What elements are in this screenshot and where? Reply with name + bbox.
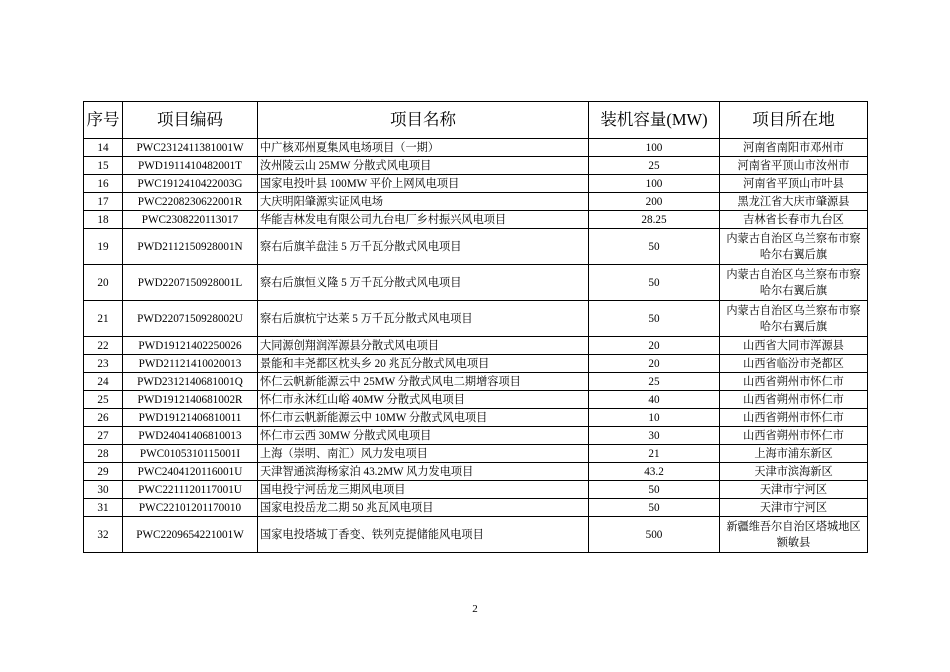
cell-name: 怀仁市云西 30MW 分散式风电项目 [258,427,589,445]
cell-name: 上海（崇明、南汇）风力发电项目 [258,445,589,463]
table-header-row [84,102,868,139]
cell-code: PWD19121402250026 [123,337,258,355]
header-capacity: 装机容量(MW) [589,102,720,139]
cell-location: 上海市浦东新区 [720,445,868,463]
cell-capacity: 21 [589,445,720,463]
cell-location: 天津市滨海新区 [720,463,868,481]
cell-capacity: 100 [589,139,720,157]
cell-location: 河南省南阳市邓州市 [720,139,868,157]
table-row [84,499,868,517]
table-row [84,409,868,427]
cell-location: 河南省平顶山市汝州市 [720,157,868,175]
cell-seq: 26 [84,409,123,427]
cell-capacity: 50 [589,481,720,499]
cell-code: PWC22101201170010 [123,499,258,517]
cell-name: 察右后旗杭宁达莱 5 万千瓦分散式风电项目 [258,301,589,337]
cell-name: 察右后旗羊盘洼 5 万千瓦分散式风电项目 [258,229,589,265]
cell-code: PWD2112150928001N [123,229,258,265]
cell-seq: 27 [84,427,123,445]
cell-name: 国家电投岳龙二期 50 兆瓦风电项目 [258,499,589,517]
table-row [84,391,868,409]
cell-code: PWC2208230622001R [123,193,258,211]
page-number: 2 [472,603,478,615]
table-row [84,337,868,355]
cell-code: PWC2308220113017 [123,211,258,229]
cell-code: PWD2207150928001L [123,265,258,301]
cell-seq: 24 [84,373,123,391]
table-row [84,427,868,445]
table-row [84,373,868,391]
cell-seq: 15 [84,157,123,175]
cell-seq: 16 [84,175,123,193]
cell-name: 大庆明阳肇源实证风电场 [258,193,589,211]
cell-location: 河南省平顶山市叶县 [720,175,868,193]
header-location: 项目所在地 [720,102,868,139]
cell-seq: 17 [84,193,123,211]
cell-capacity: 30 [589,427,720,445]
table-row [84,211,868,229]
cell-location: 黑龙江省大庆市肇源县 [720,193,868,211]
table-row [84,157,868,175]
cell-location: 内蒙古自治区乌兰察布市察哈尔右翼后旗 [720,301,868,337]
cell-seq: 31 [84,499,123,517]
cell-capacity: 20 [589,337,720,355]
cell-capacity: 28.25 [589,211,720,229]
cell-code: PWC2209654221001W [123,517,258,553]
cell-name: 国电投宁河岳龙三期风电项目 [258,481,589,499]
cell-capacity: 43.2 [589,463,720,481]
cell-seq: 25 [84,391,123,409]
cell-seq: 32 [84,517,123,553]
cell-seq: 20 [84,265,123,301]
cell-code: PWD2312140681001Q [123,373,258,391]
cell-capacity: 50 [589,499,720,517]
table-row [84,517,868,553]
cell-location: 山西省临汾市尧都区 [720,355,868,373]
cell-location: 山西省朔州市怀仁市 [720,427,868,445]
table-row [84,175,868,193]
table-row [84,301,868,337]
cell-capacity: 50 [589,229,720,265]
cell-seq: 18 [84,211,123,229]
table-row [84,445,868,463]
cell-name: 怀仁市永沐红山峪 40MW 分散式风电项目 [258,391,589,409]
cell-code: PWC2211120117001U [123,481,258,499]
cell-location: 吉林省长春市九台区 [720,211,868,229]
cell-seq: 23 [84,355,123,373]
table-row [84,229,868,265]
cell-seq: 30 [84,481,123,499]
cell-name: 国家电投叶县 100MW 平价上网风电项目 [258,175,589,193]
cell-location: 山西省朔州市怀仁市 [720,373,868,391]
cell-seq: 21 [84,301,123,337]
cell-capacity: 500 [589,517,720,553]
cell-code: PWD24041406810013 [123,427,258,445]
cell-capacity: 100 [589,175,720,193]
cell-location: 山西省大同市浑源县 [720,337,868,355]
cell-code: PWC1912410422003G [123,175,258,193]
cell-seq: 29 [84,463,123,481]
cell-capacity: 10 [589,409,720,427]
cell-capacity: 25 [589,157,720,175]
cell-name: 中广核邓州夏集风电场项目（一期） [258,139,589,157]
cell-name: 国家电投塔城丁香变、铁列克提储能风电项目 [258,517,589,553]
cell-capacity: 50 [589,265,720,301]
cell-name: 怀仁云帆新能源云中 25MW 分散式风电二期增容项目 [258,373,589,391]
cell-name: 大同源创翔润浑源县分散式风电项目 [258,337,589,355]
cell-capacity: 25 [589,373,720,391]
table-row [84,481,868,499]
cell-name: 察右后旗恒义隆 5 万千瓦分散式风电项目 [258,265,589,301]
cell-location: 新疆维吾尔自治区塔城地区额敏县 [720,517,868,553]
cell-location: 天津市宁河区 [720,481,868,499]
cell-name: 怀仁市云帆新能源云中 10MW 分散式风电项目 [258,409,589,427]
table-row [84,265,868,301]
cell-location: 山西省朔州市怀仁市 [720,391,868,409]
cell-location: 内蒙古自治区乌兰察布市察哈尔右翼后旗 [720,265,868,301]
cell-seq: 22 [84,337,123,355]
cell-location: 内蒙古自治区乌兰察布市察哈尔右翼后旗 [720,229,868,265]
header-code: 项目编码 [123,102,258,139]
cell-location: 天津市宁河区 [720,499,868,517]
cell-capacity: 50 [589,301,720,337]
cell-seq: 19 [84,229,123,265]
header-name: 项目名称 [258,102,589,139]
cell-code: PWD19121406810011 [123,409,258,427]
cell-name: 天津智通滨海杨家泊 43.2MW 风力发电项目 [258,463,589,481]
cell-code: PWD2207150928002U [123,301,258,337]
cell-code: PWD1911410482001T [123,157,258,175]
cell-name: 汝州陵云山 25MW 分散式风电项目 [258,157,589,175]
cell-capacity: 200 [589,193,720,211]
cell-capacity: 20 [589,355,720,373]
cell-seq: 14 [84,139,123,157]
cell-name: 景能和丰尧都区枕头乡 20 兆瓦分散式风电项目 [258,355,589,373]
cell-capacity: 40 [589,391,720,409]
table-row [84,193,868,211]
cell-location: 山西省朔州市怀仁市 [720,409,868,427]
cell-name: 华能吉林发电有限公司九台电厂乡村振兴风电项目 [258,211,589,229]
table-row [84,139,868,157]
cell-code: PWD1912140681002R [123,391,258,409]
cell-code: PWD21121410020013 [123,355,258,373]
project-table [83,101,868,553]
table-row [84,463,868,481]
cell-code: PWC0105310115001I [123,445,258,463]
cell-seq: 28 [84,445,123,463]
table-row [84,355,868,373]
cell-code: PWC2404120116001U [123,463,258,481]
header-seq: 序号 [84,102,123,139]
cell-code: PWC2312411381001W [123,139,258,157]
